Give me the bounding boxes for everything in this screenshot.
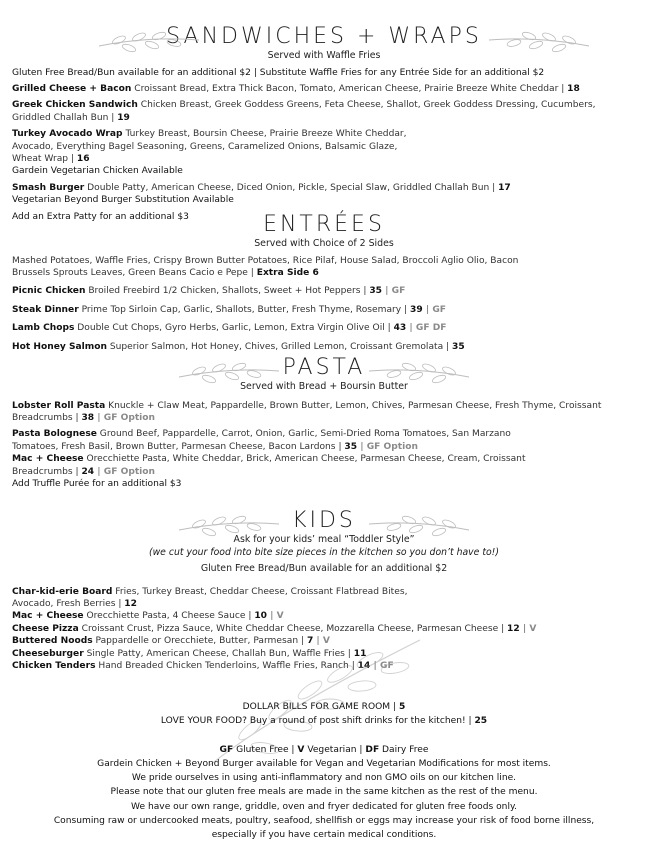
menu-item: [12, 341, 636, 353]
diet-tag: | GF: [422, 304, 447, 315]
kids-header: [12, 508, 636, 534]
legend-gf-text: Gluten Free |: [233, 744, 298, 755]
item-price: 19: [117, 112, 130, 123]
legend-df: DF: [365, 744, 380, 755]
item-price: 10: [254, 611, 267, 622]
menu-item: [12, 322, 636, 334]
love-food-price: 25: [474, 716, 488, 727]
item-name: Grilled Cheese + Bacon: [12, 83, 132, 94]
item-price: 35: [344, 441, 358, 452]
item-price: 35: [452, 341, 465, 352]
item-price: 14: [357, 660, 371, 671]
footer-note: We pride ourselves in using anti-inflammatory and non GMO oils on our kitchen line.: [131, 773, 517, 784]
entrees-header: [12, 212, 636, 238]
menu-item: [12, 182, 636, 194]
pasta-header: [12, 355, 636, 381]
item-name: Steak Dinner: [12, 304, 79, 315]
legend-gf: GF: [219, 744, 234, 755]
diet-legend: [12, 743, 636, 757]
love-food-desc: Buy a round of post shift drinks for the kitchen! |: [249, 716, 475, 727]
leaf-branch-icon: [484, 26, 594, 54]
sides-text: Mashed Potatoes, Waffle Fries, Crispy Brown Butter Potatoes, Rice Pilaf, House Salad, Broccoli Aglio Olio, Bacon Brussels Sprouts Leaves, Green Beans Cacio e Pepe |: [12, 255, 519, 278]
item-name: Buttered Noods: [12, 636, 93, 647]
sandwiches-note: Gluten Free Bread/Bun available for an additional $2 | Substitute Waffle Fries for any Entrée Side for an additional $2: [12, 67, 545, 78]
item-name: Cheese Pizza: [12, 623, 79, 634]
item-desc: Double Cut Chops, Gyro Herbs, Garlic, Lemon, Extra Virgin Olive Oil |: [74, 323, 394, 334]
kids-italic-note: (we cut your food into bite size pieces in the kitchen so you don’t have to!): [148, 546, 500, 558]
item-desc: Pappardelle or Orecchiete, Butter, Parmesan |: [92, 636, 307, 647]
extra-side: Extra Side 6: [256, 267, 319, 278]
item-name: Char-kid-erie Board: [12, 586, 113, 597]
truffle-note: Add Truffle Purée for an additional $3: [12, 478, 182, 489]
item-desc: Chicken Breast, Greek Goddess Greens, Feta Cheese, Shallot, Greek Goddess Dressing, Cucumbers, Griddled Challah Bun |: [12, 100, 596, 123]
legend-df-text: Dairy Free: [379, 744, 429, 755]
sandwiches-subtitle: Served with Waffle Fries: [267, 50, 381, 61]
item-desc: Hand Breaded Chicken Tenderloins, Waffle Fries, Ranch |: [95, 660, 358, 671]
menu-item: [12, 586, 636, 611]
footer-note: especially if you have certain medical conditions.: [211, 830, 437, 841]
item-desc: Orecchiette Pasta, 4 Cheese Sauce |: [83, 611, 255, 622]
item-desc: Orecchiette Pasta, White Cheddar, Brick, American Cheese, Parmesan Cheese, Cream, Croissant Breadcrumbs |: [12, 454, 526, 477]
leaf-branch-icon: [174, 357, 284, 385]
item-desc: Double Patty, American Cheese, Diced Onion, Pickle, Special Slaw, Griddled Challah Bun |: [84, 182, 499, 193]
item-desc: Broiled Freebird 1/2 Chicken, Shallots, Sweet + Hot Peppers |: [85, 286, 370, 297]
sandwiches-header: [12, 24, 636, 50]
item-price: 16: [76, 153, 90, 164]
item-desc: Superior Salmon, Hot Honey, Chives, Grilled Lemon, Croissant Gremolata |: [106, 341, 452, 352]
sandwiches-title: SANDWICHES + WRAPS: [166, 24, 482, 49]
diet-tag: | GF: [381, 286, 406, 297]
dollar-bills-line: [12, 700, 636, 714]
diet-tag: | GF DF: [406, 323, 447, 334]
menu-item: [12, 128, 636, 165]
menu-item: [12, 635, 636, 647]
item-desc: Single Patty, American Cheese, Challah Bun, Waffle Fries |: [83, 648, 354, 659]
menu-item: [12, 99, 636, 124]
menu-item: [12, 428, 636, 453]
legend-v: V: [297, 744, 305, 755]
footer-note: Please note that our gluten free meals are made in the same kitchen as the rest of the menu.: [110, 787, 538, 798]
menu-item: [12, 400, 636, 425]
menu-item: [12, 610, 636, 622]
item-price: 38: [81, 412, 95, 423]
pasta-section: [12, 355, 636, 490]
footer-note: Consuming raw or undercooked meats, poultry, seafood, shellfish or eggs may increase your risk of food borne illness,: [53, 816, 595, 827]
item-desc: Fries, Turkey Breast, Cheddar Cheese, Croissant Flatbread Bites, Avocado, Fresh Berries |: [12, 586, 408, 609]
diet-tag: | V: [313, 636, 330, 647]
patty-note: Add an Extra Patty for an additional $3: [12, 211, 189, 222]
veg-note: Gardein Vegetarian Chicken Available: [12, 166, 183, 177]
love-food-line: [12, 714, 636, 728]
diet-tag: | V: [267, 611, 284, 622]
item-desc: Croissant Crust, Pizza Sauce, White Cheddar Cheese, Mozzarella Cheese, Parmesan Cheese |: [78, 623, 508, 634]
item-name: Lobster Roll Pasta: [12, 400, 106, 411]
entrees-title: ENTRÉES: [263, 212, 385, 237]
menu-item: [12, 285, 636, 297]
item-price: 18: [567, 83, 580, 94]
item-name: Turkey Avocado Wrap: [12, 129, 123, 140]
leaf-branch-icon: [94, 26, 204, 54]
item-price: 12: [124, 598, 137, 609]
item-price: 11: [353, 648, 367, 659]
item-price: 35: [369, 286, 382, 297]
menu-item: [12, 83, 636, 95]
item-price: 17: [498, 182, 511, 193]
item-name: Pasta Bolognese: [12, 429, 97, 440]
item-name: Cheeseburger: [12, 648, 84, 659]
diet-tag: | V: [519, 623, 537, 634]
item-name: Lamb Chops: [12, 323, 75, 334]
kids-gf-note: Gluten Free Bread/Bun available for an additional $2: [200, 563, 448, 574]
leaf-branch-icon: [364, 357, 474, 385]
beyond-note: Vegetarian Beyond Burger Substitution Available: [12, 195, 234, 206]
item-desc: Ground Beef, Pappardelle, Carrot, Onion, Garlic, Semi-Dried Roma Tomatoes, San Marzano Tomatoes, Fresh Basil, Brown Butter, Parmesan Cheese, Bacon Lardons |: [12, 429, 511, 452]
entrees-section: [12, 212, 636, 353]
footer-section: [12, 700, 636, 843]
item-price: 7: [306, 636, 314, 647]
item-desc: Prime Top Sirloin Cap, Garlic, Shallots, Butter, Fresh Thyme, Rosemary |: [78, 304, 411, 315]
pasta-subtitle: Served with Bread + Boursin Butter: [240, 381, 408, 392]
legend-v-text: Vegetarian |: [304, 744, 366, 755]
item-desc: Turkey Breast, Boursin Cheese, Prairie Breeze White Cheddar, Avocado, Everything Bagel Seasoning, Greens, Caramelized Onions, Balsamic Glaze, Wheat Wrap |: [12, 129, 407, 164]
menu-item: [12, 304, 636, 316]
diet-tag: | GF Option: [94, 412, 156, 423]
leaf-branch-icon: [174, 510, 284, 538]
diet-tag: | GF Option: [94, 466, 156, 477]
footer-note: Gardein Chicken + Beyond Burger available for Vegan and Vegetarian Modifications for most items.: [97, 758, 551, 769]
item-name: Mac + Cheese: [12, 611, 84, 622]
sandwiches-section: [12, 24, 636, 223]
item-desc: Croissant Bread, Extra Thick Bacon, Tomato, American Cheese, Prairie Breeze White Cheddar |: [131, 83, 568, 94]
item-price: 12: [507, 623, 520, 634]
item-price: 24: [81, 466, 95, 477]
diet-tag: | GF Option: [357, 441, 418, 452]
sides-list: [12, 255, 636, 280]
kids-section: [12, 508, 636, 672]
item-name: Greek Chicken Sandwich: [12, 100, 138, 111]
menu-item: [12, 453, 636, 478]
kids-subtitle: Ask for your kids’ meal “Toddler Style”: [233, 534, 415, 545]
menu-item: [12, 648, 636, 660]
item-price: 43: [393, 323, 407, 334]
diet-tag: | GF: [370, 660, 394, 671]
footer-note: We have our own range, griddle, oven and fryer dedicated for gluten free foods only.: [131, 801, 517, 812]
item-desc: Knuckle + Claw Meat, Pappardelle, Brown Butter, Lemon, Chives, Parmesan Cheese, Fresh Thyme, Croissant Breadcrumbs |: [12, 400, 602, 423]
item-price: 39: [410, 304, 423, 315]
item-name: Hot Honey Salmon: [12, 341, 107, 352]
dollar-bills-price: 5: [399, 702, 406, 712]
item-name: Chicken Tenders: [12, 660, 96, 671]
menu-item: [12, 623, 636, 635]
leaf-branch-icon: [364, 510, 474, 538]
kids-title: KIDS: [292, 508, 356, 533]
item-name: Mac + Cheese: [12, 454, 84, 465]
pasta-title: PASTA: [282, 355, 366, 380]
item-name: Smash Burger: [12, 182, 85, 193]
dollar-bills-text: DOLLAR BILLS FOR GAME ROOM |: [242, 702, 399, 712]
entrees-subtitle: Served with Choice of 2 Sides: [254, 238, 394, 249]
item-name: Picnic Chicken: [12, 286, 86, 297]
love-food-label: LOVE YOUR FOOD?: [160, 716, 250, 727]
menu-item: [12, 660, 636, 672]
